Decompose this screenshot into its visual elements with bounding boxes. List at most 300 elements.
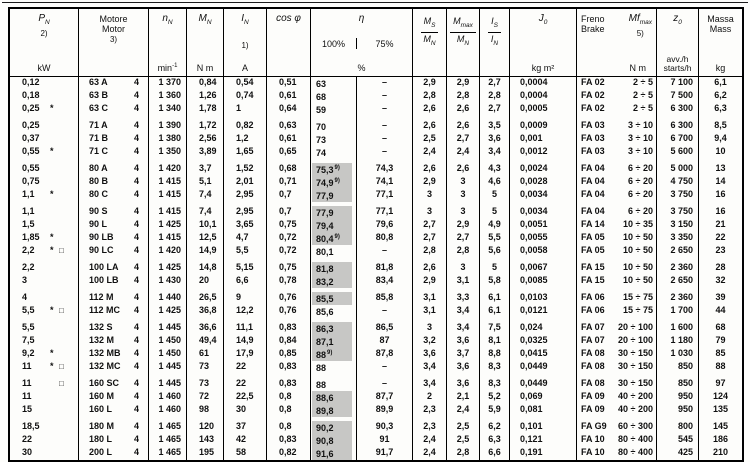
inertia-cell: 0,0055 — [509, 232, 576, 245]
inertia-cell: 0,0051 — [509, 219, 576, 232]
eta-75-cell: – — [356, 133, 412, 146]
is-in-cell: 2,8 — [479, 90, 509, 103]
brake-torque-range: 6 ÷ 20 — [628, 176, 653, 186]
starts-cell: 7 100 — [656, 77, 698, 90]
table-row — [10, 77, 742, 90]
brake-torque-range: 3 ÷ 10 — [628, 133, 653, 143]
motor-name: 80 B — [89, 176, 109, 186]
brake-cell — [576, 219, 656, 232]
mass-label-it: Massa — [707, 14, 734, 24]
nn-symbol: $n_N$ — [162, 13, 173, 26]
is-in-cell: 6,2 — [479, 417, 509, 434]
is-in-cell: 5,8 — [479, 275, 509, 288]
eta-100-value: 85,5 — [312, 292, 352, 305]
poles-value: 4 — [133, 378, 139, 388]
power-value: 0,55 — [22, 163, 40, 173]
mmax-mn-cell: 3,1 — [446, 275, 479, 288]
inertia-cell: 0,0009 — [509, 116, 576, 133]
current-cell: 2,01 — [223, 176, 266, 189]
star-mark — [50, 219, 59, 232]
is-in-cell: 6,6 — [479, 447, 509, 460]
power-cell — [10, 288, 78, 305]
speed-cell: 1 415 — [148, 202, 186, 219]
mass-cell: 9,4 — [698, 133, 742, 146]
star-mark — [50, 176, 59, 189]
power-cell — [10, 258, 78, 275]
motor-cell — [78, 133, 148, 146]
eta-footnote-mark: 9) — [334, 165, 340, 171]
starts-cell: 7 500 — [656, 90, 698, 103]
motor-name: 180 M — [89, 421, 115, 431]
brake-cell — [576, 348, 656, 361]
cosphi-cell: 0,64 — [266, 103, 310, 116]
is-in-cell: 8,3 — [479, 361, 509, 374]
motor-name: 160 SC — [89, 378, 120, 388]
speed-cell: 1 450 — [148, 335, 186, 348]
brake-cell — [576, 391, 656, 404]
power-cell — [10, 232, 78, 245]
eta-100-cell — [310, 288, 356, 305]
current-cell: 3,65 — [223, 219, 266, 232]
table-row — [10, 245, 742, 258]
power-cell — [10, 404, 78, 417]
current-cell: 37 — [223, 417, 266, 434]
current-cell: 30 — [223, 404, 266, 417]
table-row — [10, 361, 742, 374]
current-cell: 42 — [223, 434, 266, 447]
cosphi-cell: 0,83 — [266, 374, 310, 391]
brake-code: FA 04 — [581, 206, 605, 216]
ms-mn-cell: 2,6 — [412, 258, 446, 275]
eta-footnote-mark: 9) — [327, 350, 333, 356]
square-mark — [59, 189, 72, 202]
speed-cell: 1 465 — [148, 417, 186, 434]
pn-footnote: 2) — [40, 29, 48, 38]
brake-cell — [576, 176, 656, 189]
star-mark — [50, 206, 59, 219]
star-mark — [50, 421, 59, 434]
is-in-cell: 7,5 — [479, 318, 509, 335]
cosphi-cell: 0,65 — [266, 146, 310, 159]
square-mark — [59, 77, 72, 90]
mass-cell: 124 — [698, 391, 742, 404]
header-torque — [186, 9, 223, 76]
motor-name: 63 A — [89, 77, 108, 87]
table-row — [10, 391, 742, 404]
table-row — [10, 159, 742, 176]
power-cell — [10, 361, 78, 374]
eta-100-value: 80,1 — [316, 247, 334, 257]
starts-cell: 3 750 — [656, 202, 698, 219]
motor-name: 112 M — [89, 292, 114, 302]
mn-symbol: $M_N$ — [198, 13, 212, 26]
cosphi-cell: 0,85 — [266, 348, 310, 361]
current-cell: 1,65 — [223, 146, 266, 159]
power-cell — [10, 189, 78, 202]
power-value: 4 — [22, 292, 28, 302]
torque-cell: 12,5 — [186, 232, 223, 245]
is-in-cell: 5,9 — [479, 404, 509, 417]
eta-75-cell: – — [356, 374, 412, 391]
table-row — [10, 348, 742, 361]
eta-75-cell: 74,3 — [356, 159, 412, 176]
motor-name: 90 S — [89, 206, 108, 216]
inertia-cell: 0,069 — [509, 391, 576, 404]
ms-mn-cell: 2,4 — [412, 434, 446, 447]
eta-75-cell: 79,6 — [356, 219, 412, 232]
motor-cell — [78, 305, 148, 318]
brake-cell — [576, 275, 656, 288]
speed-cell: 1 340 — [148, 103, 186, 116]
brake-code: FA 02 — [581, 90, 605, 100]
motor-cell — [78, 176, 148, 189]
motor-cell — [78, 146, 148, 159]
eta-100-cell — [310, 361, 356, 374]
brake-code: FA 03 — [581, 146, 605, 156]
power-cell — [10, 103, 78, 116]
inertia-cell: 0,121 — [509, 434, 576, 447]
brake-footnote: 5) — [636, 29, 644, 38]
poles-value: 4 — [133, 305, 139, 315]
brake-code: FA 15 — [581, 262, 605, 272]
mmax-mn-cell: 3 — [446, 189, 479, 202]
eta-75-cell: 77,1 — [356, 202, 412, 219]
eta-100-value: 74 — [316, 148, 327, 158]
table-row — [10, 103, 742, 116]
power-value: 11 — [22, 361, 32, 371]
ms-mn-cell: 3 — [412, 318, 446, 335]
power-value: 11 — [22, 378, 32, 388]
z0-symbol: $z_0$ — [673, 13, 682, 26]
current-cell: 0,54 — [223, 77, 266, 90]
brake-torque-range: 10 ÷ 50 — [623, 262, 653, 272]
square-mark — [59, 232, 72, 245]
current-cell: 1,2 — [223, 133, 266, 146]
power-cell — [10, 417, 78, 434]
ms-mn-cell: 3,1 — [412, 305, 446, 318]
current-cell: 9 — [223, 288, 266, 305]
inertia-cell: 0,001 — [509, 133, 576, 146]
motor-cell — [78, 159, 148, 176]
square-mark — [59, 391, 72, 404]
brake-cell — [576, 447, 656, 460]
square-mark — [59, 348, 72, 361]
current-cell: 17,9 — [223, 348, 266, 361]
poles-value: 4 — [133, 275, 139, 285]
motor-cell — [78, 361, 148, 374]
starts-cell: 1 700 — [656, 305, 698, 318]
cosphi-cell: 0,72 — [266, 245, 310, 258]
mass-cell: 6,1 — [698, 77, 742, 90]
torque-cell: 98 — [186, 404, 223, 417]
power-value: 0,55 — [22, 146, 40, 156]
starts-cell: 5 000 — [656, 159, 698, 176]
header-power — [10, 9, 78, 76]
speed-cell: 1 415 — [148, 232, 186, 245]
j0-symbol: $J_0$ — [538, 13, 548, 26]
mmax-mn-cell: 2,8 — [446, 447, 479, 460]
motor-cell — [78, 434, 148, 447]
eta-100-cell — [310, 159, 356, 176]
motor-cell — [78, 374, 148, 391]
square-mark: □ — [59, 362, 64, 371]
speed-cell: 1 445 — [148, 361, 186, 374]
brake-torque-range: 2 ÷ 5 — [633, 77, 653, 87]
header-mmax-mn — [446, 9, 479, 76]
power-cell — [10, 90, 78, 103]
brake-cell — [576, 146, 656, 159]
eta-75-cell: 83,4 — [356, 275, 412, 288]
header-brake — [576, 9, 656, 76]
table-row — [10, 116, 742, 133]
table-body — [10, 77, 742, 460]
cosphi-cell: 0,8 — [266, 417, 310, 434]
ms-mn-cell: 3,4 — [412, 374, 446, 391]
is-in-cell: 5 — [479, 189, 509, 202]
z0-unit: avv./h starts/h — [663, 54, 692, 73]
brake-label: Freno Brake — [581, 14, 605, 34]
mmax-mn-cell: 2,5 — [446, 417, 479, 434]
torque-cell: 20 — [186, 275, 223, 288]
starts-cell: 6 300 — [656, 103, 698, 116]
poles-value: 4 — [133, 447, 139, 457]
eta-100-value: 87,1 — [312, 335, 352, 348]
cosphi-cell: 0,83 — [266, 318, 310, 335]
square-mark — [59, 90, 72, 103]
table-row — [10, 374, 742, 391]
eta-75-cell: – — [356, 77, 412, 90]
speed-cell: 1 425 — [148, 258, 186, 275]
eta-100-value: 77,9 — [312, 206, 352, 219]
torque-cell: 26,5 — [186, 288, 223, 305]
cosphi-cell: 0,72 — [266, 232, 310, 245]
poles-value: 4 — [133, 404, 139, 414]
pn-symbol: $P_N$ — [38, 13, 50, 26]
mass-cell: 10 — [698, 146, 742, 159]
poles-value: 4 — [133, 245, 139, 255]
brake-cell — [576, 232, 656, 245]
power-cell — [10, 159, 78, 176]
ms-mn-cell: 2,9 — [412, 176, 446, 189]
brake-code: FA 06 — [581, 292, 605, 302]
brake-code: FA 08 — [581, 361, 605, 371]
power-cell — [10, 146, 78, 159]
square-mark: □ — [59, 246, 64, 255]
starts-cell: 950 — [656, 404, 698, 417]
table-row — [10, 434, 742, 447]
speed-cell: 1 415 — [148, 189, 186, 202]
inertia-cell: 0,0034 — [509, 202, 576, 219]
eta-100-cell — [310, 391, 356, 404]
starts-cell: 3 350 — [656, 232, 698, 245]
mass-cell: 21 — [698, 219, 742, 232]
motor-cell — [78, 219, 148, 232]
mmax-mn-cell: 3,6 — [446, 374, 479, 391]
eta-100-cell — [310, 202, 356, 219]
brake-torque-range: 6 ÷ 20 — [628, 189, 653, 199]
current-cell: 11,1 — [223, 318, 266, 335]
mmax-mn-cell: 3 — [446, 202, 479, 219]
power-cell — [10, 133, 78, 146]
ms-mn-cell: 2,6 — [412, 103, 446, 116]
eta-100-cell — [310, 133, 356, 146]
motor-name: 160 M — [89, 391, 115, 401]
speed-cell: 1 390 — [148, 116, 186, 133]
mmax-mn-cell: 2,4 — [446, 404, 479, 417]
mass-cell: 85 — [698, 348, 742, 361]
eta-75-cell: 87,8 — [356, 348, 412, 361]
ms-mn-cell: 2,4 — [412, 447, 446, 460]
mass-cell: 39 — [698, 288, 742, 305]
brake-code: FA 09 — [581, 404, 605, 414]
cosphi-cell: 0,8 — [266, 391, 310, 404]
power-value: 15 — [22, 404, 33, 414]
brake-code: FA 08 — [581, 348, 605, 358]
mmax-mn-cell: 3 — [446, 258, 479, 275]
mass-cell: 13 — [698, 159, 742, 176]
brake-cell — [576, 133, 656, 146]
torque-cell: 3,7 — [186, 159, 223, 176]
power-value: 0,25 — [22, 103, 40, 113]
poles-value: 4 — [133, 120, 139, 130]
star-mark — [50, 120, 59, 133]
starts-cell: 2 650 — [656, 275, 698, 288]
square-mark — [59, 219, 72, 232]
j0-unit: kg m² — [531, 63, 555, 73]
torque-cell: 73 — [186, 374, 223, 391]
brake-torque-range: 10 ÷ 50 — [623, 245, 653, 255]
inertia-cell: 0,0028 — [509, 176, 576, 189]
square-mark — [59, 176, 72, 189]
cosphi-symbol: cos φ — [276, 13, 301, 24]
mmax-mn-cell: 2,4 — [446, 146, 479, 159]
poles-value: 4 — [133, 163, 139, 173]
square-mark — [59, 133, 72, 146]
eta-75-cell: 77,1 — [356, 189, 412, 202]
header-cosphi — [266, 9, 310, 76]
current-cell: 58 — [223, 447, 266, 460]
square-mark: □ — [59, 379, 64, 388]
torque-cell: 5,1 — [186, 176, 223, 189]
power-value: 0,25 — [22, 120, 40, 130]
ms-mn-cell: 2,6 — [412, 116, 446, 133]
mmax-mn-cell: 2,9 — [446, 219, 479, 232]
star-mark — [50, 163, 59, 176]
motor-cell — [78, 189, 148, 202]
power-cell — [10, 202, 78, 219]
mmax-mn-cell: 3 — [446, 176, 479, 189]
table-row — [10, 305, 742, 318]
star-mark: * — [50, 305, 54, 315]
table-row — [10, 417, 742, 434]
power-value: 5,5 — [22, 322, 35, 332]
power-value: 0,18 — [22, 90, 40, 100]
poles-value: 4 — [133, 206, 139, 216]
motor-name: 132 MC — [89, 361, 121, 371]
is-in-cell: 3,4 — [479, 146, 509, 159]
motor-name: 71 A — [89, 120, 108, 130]
eta-100-value: 89,8 — [312, 404, 352, 417]
power-value: 9,2 — [22, 348, 35, 358]
motor-name: 112 MC — [89, 305, 121, 315]
power-cell — [10, 305, 78, 318]
is-in-cell: 2,7 — [479, 103, 509, 116]
power-value: 1,5 — [22, 219, 35, 229]
mmax-mn-cell: 2,6 — [446, 116, 479, 133]
starts-cell: 850 — [656, 361, 698, 374]
speed-cell: 1 465 — [148, 447, 186, 460]
motor-cell — [78, 275, 148, 288]
current-cell: 2,95 — [223, 189, 266, 202]
inertia-cell: 0,0004 — [509, 90, 576, 103]
square-mark — [59, 206, 72, 219]
eta-75-cell: – — [356, 245, 412, 258]
inertia-cell: 0,191 — [509, 447, 576, 460]
poles-value: 4 — [133, 322, 139, 332]
power-value: 1,1 — [22, 189, 35, 199]
square-mark: □ — [59, 306, 64, 315]
speed-cell: 1 380 — [148, 133, 186, 146]
eta-100-value: 88 — [316, 380, 327, 390]
eta-75-cell: – — [356, 305, 412, 318]
starts-cell: 2 650 — [656, 245, 698, 258]
brake-code: FA 05 — [581, 245, 605, 255]
eta-100-cell — [310, 103, 356, 116]
brake-cell — [576, 159, 656, 176]
mmax-mn-cell: 2,7 — [446, 133, 479, 146]
eta-75-cell: 91,7 — [356, 447, 412, 460]
eta-100-value: 88,6 — [312, 391, 352, 404]
brake-code: FA 07 — [581, 335, 605, 345]
power-cell — [10, 348, 78, 361]
cosphi-cell: 0,76 — [266, 288, 310, 305]
torque-cell: 73 — [186, 361, 223, 374]
brake-cell — [576, 404, 656, 417]
ms-mn-cell: 2,7 — [412, 219, 446, 232]
inertia-cell: 0,0103 — [509, 288, 576, 305]
mmax-mn-cell: 2,1 — [446, 391, 479, 404]
page-top-rule — [2, 2, 748, 3]
star-mark — [50, 90, 59, 103]
speed-cell: 1 440 — [148, 288, 186, 305]
power-value: 1,85 — [22, 232, 40, 242]
is-in-cell: 2,7 — [479, 77, 509, 90]
starts-cell: 950 — [656, 391, 698, 404]
brake-code: FA G9 — [581, 421, 607, 431]
brake-torque-symbol: $Mf_{max}$ 5) — [628, 13, 652, 38]
power-value: 0,12 — [22, 77, 40, 87]
power-value: 18,5 — [22, 421, 40, 431]
current-cell: 22 — [223, 361, 266, 374]
torque-cell: 72 — [186, 391, 223, 404]
ms-mn-cell: 3,1 — [412, 288, 446, 305]
brake-cell — [576, 374, 656, 391]
cosphi-cell: 0,7 — [266, 202, 310, 219]
eta-100-value: 91,6 — [312, 447, 352, 460]
mmax-mn-fraction: $\frac{M_{max}}{M_N}$ — [450, 16, 476, 49]
mass-cell: 16 — [698, 202, 742, 219]
poles-value: 4 — [133, 361, 139, 371]
inertia-cell: 0,0004 — [509, 77, 576, 90]
power-value: 7,5 — [22, 335, 35, 345]
brake-cell — [576, 305, 656, 318]
eta-75-cell: – — [356, 103, 412, 116]
is-in-cell: 6,3 — [479, 434, 509, 447]
power-value: 0,37 — [22, 133, 40, 143]
star-mark — [50, 335, 59, 348]
ms-mn-cell: 2,3 — [412, 417, 446, 434]
poles-value: 4 — [133, 421, 139, 431]
